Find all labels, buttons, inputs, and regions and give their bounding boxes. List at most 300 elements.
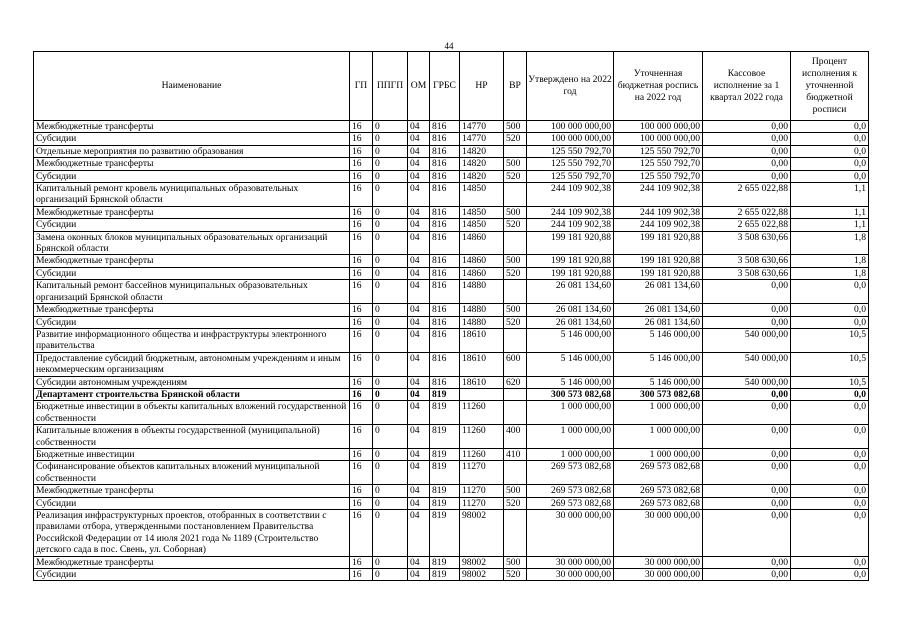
cell-nr: 14880 [460, 316, 504, 328]
cell-nr: 14850 [460, 206, 504, 218]
cell-percent: 0,0 [791, 158, 869, 170]
table-row [34, 425, 869, 449]
table-row [34, 255, 869, 267]
cell-refined: 244 109 902,38 [614, 206, 703, 218]
cell-cash: 0,00 [703, 569, 791, 581]
table-header-row [34, 52, 869, 121]
header-grbs: ГРБС [430, 52, 460, 121]
cell-nr: 14820 [460, 158, 504, 170]
cell-grbs: 819 [430, 485, 460, 497]
cell-grbs: 816 [430, 352, 460, 376]
cell-refined: 100 000 000,00 [614, 133, 703, 145]
header-name: Наименование [34, 52, 350, 121]
cell-grbs: 819 [430, 510, 460, 557]
cell-nr: 98002 [460, 510, 504, 557]
cell-ppgp: 0 [373, 316, 408, 328]
cell-ppgp: 0 [373, 158, 408, 170]
cell-refined: 30 000 000,00 [614, 569, 703, 581]
cell-gp: 16 [350, 304, 373, 316]
cell-percent: 0,0 [791, 401, 869, 425]
cell-percent: 0,0 [791, 121, 869, 133]
cell-name: Развитие информационного общества и инфраструктуры электронного правительства [34, 328, 350, 352]
cell-percent: 1,1 [791, 183, 869, 207]
table-row [34, 183, 869, 207]
cell-nr: 11270 [460, 497, 504, 509]
table-row [34, 497, 869, 509]
cell-ppgp: 0 [373, 231, 408, 255]
cell-om: 04 [408, 145, 430, 157]
table-row [34, 316, 869, 328]
cell-grbs: 816 [430, 183, 460, 207]
cell-ppgp: 0 [373, 376, 408, 388]
table-row [34, 145, 869, 157]
table-row [34, 170, 869, 182]
cell-name: Субсидии автономным учреждениям [34, 376, 350, 388]
cell-nr: 14880 [460, 304, 504, 316]
cell-name: Межбюджетные трансферты [34, 158, 350, 170]
cell-gp: 16 [350, 316, 373, 328]
cell-refined: 125 550 792,70 [614, 158, 703, 170]
cell-vr: 520 [504, 133, 527, 145]
cell-approved: 100 000 000,00 [527, 121, 614, 133]
cell-name: Софинансирование объектов капитальных вложений муниципальной собственности [34, 461, 350, 485]
cell-ppgp: 0 [373, 569, 408, 581]
cell-gp: 16 [350, 158, 373, 170]
cell-cash: 0,00 [703, 316, 791, 328]
cell-vr: 520 [504, 267, 527, 279]
cell-ppgp: 0 [373, 280, 408, 304]
cell-approved: 1 000 000,00 [527, 448, 614, 460]
cell-refined: 5 146 000,00 [614, 352, 703, 376]
cell-ppgp: 0 [373, 255, 408, 267]
cell-om: 04 [408, 255, 430, 267]
cell-cash: 0,00 [703, 556, 791, 568]
cell-om: 04 [408, 352, 430, 376]
cell-ppgp: 0 [373, 497, 408, 509]
cell-cash: 0,00 [703, 304, 791, 316]
cell-ppgp: 0 [373, 133, 408, 145]
cell-grbs: 819 [430, 388, 460, 400]
cell-approved: 244 109 902,38 [527, 206, 614, 218]
table-row [34, 206, 869, 218]
cell-om: 04 [408, 461, 430, 485]
cell-refined: 1 000 000,00 [614, 401, 703, 425]
cell-gp: 16 [350, 231, 373, 255]
cell-vr: 500 [504, 485, 527, 497]
cell-vr: 410 [504, 448, 527, 460]
cell-percent: 1,1 [791, 219, 869, 231]
cell-nr: 11260 [460, 448, 504, 460]
cell-approved: 100 000 000,00 [527, 133, 614, 145]
cell-approved: 30 000 000,00 [527, 510, 614, 557]
cell-gp: 16 [350, 121, 373, 133]
cell-approved: 269 573 082,68 [527, 497, 614, 509]
cell-nr: 11270 [460, 461, 504, 485]
cell-ppgp: 0 [373, 352, 408, 376]
table-row [34, 352, 869, 376]
cell-vr [504, 388, 527, 400]
cell-cash: 3 508 630,66 [703, 231, 791, 255]
cell-nr: 14820 [460, 145, 504, 157]
cell-percent: 0,0 [791, 280, 869, 304]
cell-name: Субсидии [34, 133, 350, 145]
cell-cash: 0,00 [703, 170, 791, 182]
cell-vr: 500 [504, 556, 527, 568]
cell-om: 04 [408, 219, 430, 231]
cell-refined: 125 550 792,70 [614, 170, 703, 182]
cell-percent: 0,0 [791, 425, 869, 449]
table-row [34, 388, 869, 400]
cell-om: 04 [408, 267, 430, 279]
cell-cash: 540 000,00 [703, 352, 791, 376]
cell-name: Департамент строительства Брянской области [34, 388, 350, 400]
cell-nr: 14860 [460, 255, 504, 267]
cell-percent: 10,5 [791, 376, 869, 388]
cell-grbs: 816 [430, 145, 460, 157]
cell-om: 04 [408, 510, 430, 557]
cell-nr: 14770 [460, 133, 504, 145]
cell-cash: 0,00 [703, 485, 791, 497]
cell-gp: 16 [350, 219, 373, 231]
cell-nr [460, 388, 504, 400]
cell-percent: 0,0 [791, 145, 869, 157]
cell-name: Межбюджетные трансферты [34, 304, 350, 316]
cell-ppgp: 0 [373, 219, 408, 231]
cell-percent: 1,1 [791, 206, 869, 218]
cell-vr: 400 [504, 425, 527, 449]
cell-percent: 0,0 [791, 510, 869, 557]
cell-percent: 0,0 [791, 569, 869, 581]
cell-vr: 520 [504, 569, 527, 581]
cell-vr [504, 145, 527, 157]
cell-om: 04 [408, 569, 430, 581]
cell-ppgp: 0 [373, 425, 408, 449]
table-row [34, 328, 869, 352]
cell-refined: 244 109 902,38 [614, 219, 703, 231]
cell-grbs: 816 [430, 121, 460, 133]
cell-ppgp: 0 [373, 304, 408, 316]
cell-om: 04 [408, 328, 430, 352]
cell-approved: 1 000 000,00 [527, 425, 614, 449]
cell-cash: 0,00 [703, 121, 791, 133]
cell-approved: 244 109 902,38 [527, 219, 614, 231]
cell-refined: 199 181 920,88 [614, 267, 703, 279]
cell-grbs: 816 [430, 219, 460, 231]
cell-nr: 14880 [460, 280, 504, 304]
table-row [34, 280, 869, 304]
cell-grbs: 816 [430, 255, 460, 267]
cell-ppgp: 0 [373, 485, 408, 497]
cell-vr [504, 510, 527, 557]
cell-refined: 269 573 082,68 [614, 485, 703, 497]
cell-om: 04 [408, 485, 430, 497]
cell-om: 04 [408, 206, 430, 218]
header-om: ОМ [408, 52, 430, 121]
cell-name: Капитальный ремонт кровель муниципальных образовательных организаций Брянской области [34, 183, 350, 207]
cell-approved: 125 550 792,70 [527, 145, 614, 157]
cell-grbs: 816 [430, 280, 460, 304]
cell-grbs: 816 [430, 304, 460, 316]
cell-name: Реализация инфраструктурных проектов, отобранных в соответствии с правилами отбора, утвержденными постановлением Правительства Российской Федерации от 14 июля 2021 года № 1189 (Строительство детского сада в пос. Свень, ул. Соборная) [34, 510, 350, 557]
cell-grbs: 816 [430, 376, 460, 388]
cell-gp: 16 [350, 388, 373, 400]
cell-vr [504, 401, 527, 425]
cell-approved: 199 181 920,88 [527, 231, 614, 255]
cell-gp: 16 [350, 497, 373, 509]
cell-vr: 500 [504, 206, 527, 218]
cell-percent: 10,5 [791, 352, 869, 376]
table-row [34, 133, 869, 145]
cell-gp: 16 [350, 255, 373, 267]
cell-refined: 300 573 082,68 [614, 388, 703, 400]
header-vr: ВР [504, 52, 527, 121]
cell-cash: 0,00 [703, 461, 791, 485]
cell-nr: 98002 [460, 556, 504, 568]
cell-om: 04 [408, 376, 430, 388]
cell-percent: 0,0 [791, 497, 869, 509]
cell-grbs: 819 [430, 401, 460, 425]
cell-percent: 0,0 [791, 304, 869, 316]
cell-refined: 199 181 920,88 [614, 231, 703, 255]
budget-execution-table [33, 51, 869, 581]
cell-ppgp: 0 [373, 145, 408, 157]
cell-gp: 16 [350, 569, 373, 581]
table-row [34, 219, 869, 231]
cell-grbs: 816 [430, 133, 460, 145]
cell-ppgp: 0 [373, 448, 408, 460]
cell-gp: 16 [350, 145, 373, 157]
cell-approved: 199 181 920,88 [527, 255, 614, 267]
cell-om: 04 [408, 280, 430, 304]
cell-name: Субсидии [34, 316, 350, 328]
cell-approved: 199 181 920,88 [527, 267, 614, 279]
cell-grbs: 816 [430, 267, 460, 279]
cell-ppgp: 0 [373, 556, 408, 568]
cell-approved: 300 573 082,68 [527, 388, 614, 400]
cell-gp: 16 [350, 170, 373, 182]
cell-name: Межбюджетные трансферты [34, 121, 350, 133]
cell-refined: 100 000 000,00 [614, 121, 703, 133]
cell-name: Капитальные вложения в объекты государственной (муниципальной) собственности [34, 425, 350, 449]
cell-nr: 14850 [460, 183, 504, 207]
cell-name: Замена оконных блоков муниципальных образовательных организаций Брянской области [34, 231, 350, 255]
table-row [34, 158, 869, 170]
cell-refined: 30 000 000,00 [614, 556, 703, 568]
header-percent: Процент исполнения к уточненной бюджетной росписи [791, 52, 869, 121]
cell-name: Межбюджетные трансферты [34, 485, 350, 497]
cell-name: Предоставление субсидий бюджетным, автономным учреждениям и иным некоммерческим организациям [34, 352, 350, 376]
cell-om: 04 [408, 388, 430, 400]
cell-approved: 5 146 000,00 [527, 352, 614, 376]
cell-nr: 11270 [460, 485, 504, 497]
cell-vr: 520 [504, 497, 527, 509]
header-nr: НР [460, 52, 504, 121]
cell-refined: 26 081 134,60 [614, 280, 703, 304]
cell-name: Межбюджетные трансферты [34, 556, 350, 568]
cell-ppgp: 0 [373, 461, 408, 485]
cell-approved: 5 146 000,00 [527, 376, 614, 388]
table-row [34, 121, 869, 133]
cell-grbs: 819 [430, 556, 460, 568]
cell-cash: 2 655 022,88 [703, 206, 791, 218]
cell-ppgp: 0 [373, 401, 408, 425]
cell-gp: 16 [350, 183, 373, 207]
cell-nr: 11260 [460, 401, 504, 425]
table-row [34, 267, 869, 279]
cell-om: 04 [408, 133, 430, 145]
cell-name: Капитальный ремонт бассейнов муниципальных образовательных организаций Брянской области [34, 280, 350, 304]
cell-name: Субсидии [34, 219, 350, 231]
cell-approved: 30 000 000,00 [527, 569, 614, 581]
cell-refined: 26 081 134,60 [614, 304, 703, 316]
cell-approved: 125 550 792,70 [527, 158, 614, 170]
cell-gp: 16 [350, 280, 373, 304]
cell-grbs: 816 [430, 206, 460, 218]
cell-vr [504, 231, 527, 255]
cell-nr: 98002 [460, 569, 504, 581]
table-row [34, 510, 869, 557]
table-row [34, 304, 869, 316]
cell-percent: 0,0 [791, 133, 869, 145]
cell-vr: 520 [504, 219, 527, 231]
cell-name: Бюджетные инвестиции в объекты капитальных вложений государственной собственности [34, 401, 350, 425]
cell-cash: 2 655 022,88 [703, 183, 791, 207]
cell-nr: 18610 [460, 328, 504, 352]
table-row [34, 231, 869, 255]
cell-grbs: 819 [430, 569, 460, 581]
cell-refined: 1 000 000,00 [614, 448, 703, 460]
cell-grbs: 819 [430, 448, 460, 460]
cell-name: Субсидии [34, 569, 350, 581]
cell-grbs: 816 [430, 231, 460, 255]
cell-cash: 0,00 [703, 448, 791, 460]
cell-approved: 26 081 134,60 [527, 316, 614, 328]
cell-refined: 30 000 000,00 [614, 510, 703, 557]
cell-approved: 30 000 000,00 [527, 556, 614, 568]
cell-percent: 0,0 [791, 461, 869, 485]
cell-om: 04 [408, 158, 430, 170]
cell-gp: 16 [350, 267, 373, 279]
cell-gp: 16 [350, 425, 373, 449]
cell-om: 04 [408, 304, 430, 316]
cell-gp: 16 [350, 401, 373, 425]
cell-om: 04 [408, 183, 430, 207]
cell-vr: 500 [504, 304, 527, 316]
cell-nr: 14860 [460, 231, 504, 255]
cell-vr: 620 [504, 376, 527, 388]
cell-om: 04 [408, 401, 430, 425]
cell-cash: 3 508 630,66 [703, 255, 791, 267]
cell-om: 04 [408, 316, 430, 328]
cell-cash: 0,00 [703, 145, 791, 157]
cell-name: Межбюджетные трансферты [34, 206, 350, 218]
cell-refined: 26 081 134,60 [614, 316, 703, 328]
cell-name: Межбюджетные трансферты [34, 255, 350, 267]
cell-name: Бюджетные инвестиции [34, 448, 350, 460]
cell-vr: 600 [504, 352, 527, 376]
cell-approved: 269 573 082,68 [527, 485, 614, 497]
header-ppgp: ППГП [373, 52, 408, 121]
cell-om: 04 [408, 448, 430, 460]
cell-ppgp: 0 [373, 267, 408, 279]
cell-grbs: 816 [430, 158, 460, 170]
cell-percent: 1,8 [791, 255, 869, 267]
cell-cash: 0,00 [703, 280, 791, 304]
cell-ppgp: 0 [373, 206, 408, 218]
cell-grbs: 819 [430, 497, 460, 509]
cell-gp: 16 [350, 556, 373, 568]
cell-om: 04 [408, 121, 430, 133]
header-refined: Уточненная бюджетная роспись на 2022 год [614, 52, 703, 121]
cell-refined: 5 146 000,00 [614, 376, 703, 388]
cell-om: 04 [408, 170, 430, 182]
header-approved: Утверждено на 2022 год [527, 52, 614, 121]
cell-cash: 0,00 [703, 133, 791, 145]
cell-approved: 1 000 000,00 [527, 401, 614, 425]
cell-ppgp: 0 [373, 121, 408, 133]
cell-percent: 0,0 [791, 170, 869, 182]
cell-cash: 0,00 [703, 401, 791, 425]
cell-percent: 0,0 [791, 485, 869, 497]
cell-cash: 540 000,00 [703, 328, 791, 352]
cell-nr: 14820 [460, 170, 504, 182]
cell-vr: 500 [504, 121, 527, 133]
cell-gp: 16 [350, 328, 373, 352]
cell-ppgp: 0 [373, 388, 408, 400]
cell-name: Субсидии [34, 497, 350, 509]
cell-approved: 26 081 134,60 [527, 280, 614, 304]
cell-om: 04 [408, 497, 430, 509]
cell-cash: 0,00 [703, 158, 791, 170]
table-row [34, 461, 869, 485]
cell-ppgp: 0 [373, 510, 408, 557]
cell-vr [504, 280, 527, 304]
cell-cash: 0,00 [703, 510, 791, 557]
cell-ppgp: 0 [373, 328, 408, 352]
cell-gp: 16 [350, 376, 373, 388]
table-row [34, 485, 869, 497]
table-row [34, 569, 869, 581]
table-row [34, 401, 869, 425]
cell-percent: 10,5 [791, 328, 869, 352]
cell-gp: 16 [350, 510, 373, 557]
cell-nr: 18610 [460, 376, 504, 388]
cell-om: 04 [408, 231, 430, 255]
header-gp: ГП [350, 52, 373, 121]
table-row [34, 556, 869, 568]
cell-ppgp: 0 [373, 170, 408, 182]
cell-gp: 16 [350, 352, 373, 376]
cell-refined: 269 573 082,68 [614, 461, 703, 485]
cell-name: Субсидии [34, 267, 350, 279]
cell-gp: 16 [350, 448, 373, 460]
cell-nr: 11260 [460, 425, 504, 449]
cell-gp: 16 [350, 485, 373, 497]
cell-refined: 244 109 902,38 [614, 183, 703, 207]
cell-cash: 0,00 [703, 497, 791, 509]
cell-name: Субсидии [34, 170, 350, 182]
cell-nr: 14860 [460, 267, 504, 279]
table-row [34, 376, 869, 388]
cell-refined: 1 000 000,00 [614, 425, 703, 449]
cell-gp: 16 [350, 206, 373, 218]
cell-refined: 5 146 000,00 [614, 328, 703, 352]
cell-vr: 520 [504, 170, 527, 182]
cell-vr: 520 [504, 316, 527, 328]
cell-cash: 540 000,00 [703, 376, 791, 388]
cell-name: Отдельные мероприятия по развитию образования [34, 145, 350, 157]
cell-percent: 0,0 [791, 388, 869, 400]
